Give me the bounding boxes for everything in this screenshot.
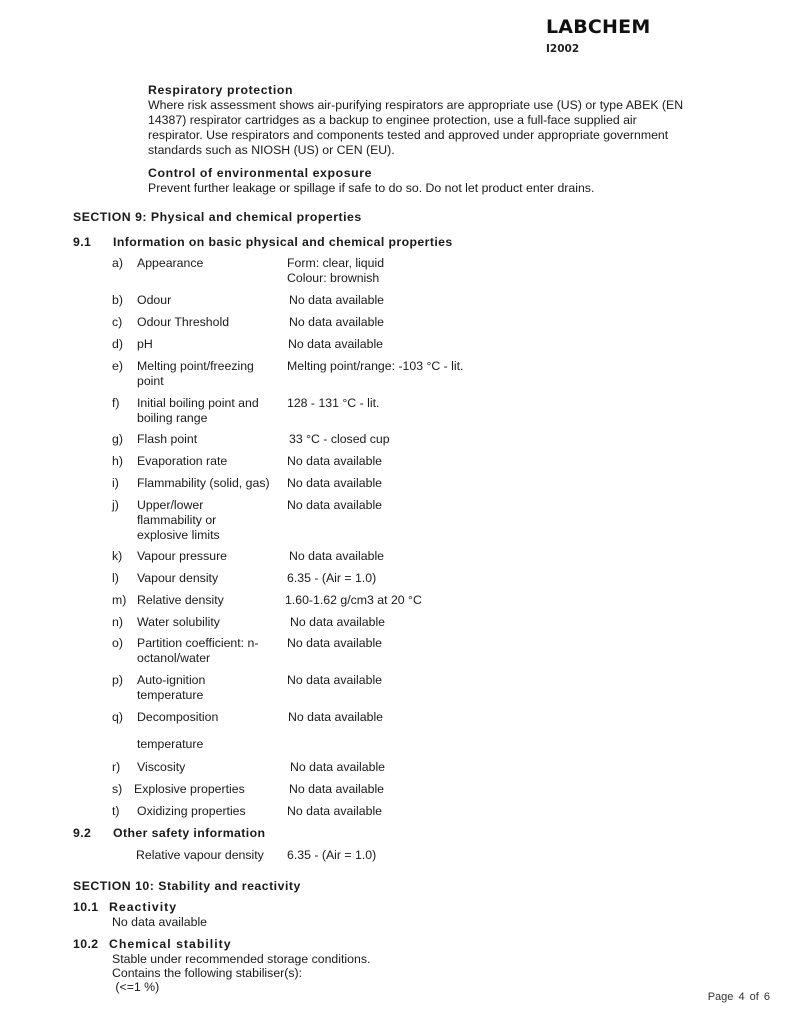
property-letter: t) xyxy=(112,804,120,818)
property-label: Water solubility xyxy=(137,615,220,629)
property-value: No data available xyxy=(289,293,385,307)
property-label: Explosive properties xyxy=(134,782,245,796)
property-value: Melting point/range: -103 °C - lit. xyxy=(287,359,464,373)
property-letter: l) xyxy=(112,571,119,585)
property-label: Partition coefficient: n- xyxy=(137,636,259,650)
reactivity-text: No data available xyxy=(112,915,208,929)
respiratory-line: 14387) respirator cartridges as a backup to enginee protection, use a full-face supplied air xyxy=(148,113,637,127)
section-9-heading: SECTION 9: Physical and chemical properties xyxy=(73,210,362,224)
property-label: Evaporation rate xyxy=(137,454,228,468)
property-value: No data available xyxy=(287,636,383,650)
property-letter: a) xyxy=(112,256,123,270)
subsection-title: Other safety information xyxy=(113,826,266,840)
respiratory-line: respirator. Use respirators and components tested and approved under appropriate government xyxy=(148,128,669,142)
property-value: 128 - 131 °C - lit. xyxy=(287,396,380,410)
property-letter: o) xyxy=(112,636,123,650)
property-value: No data available xyxy=(288,710,384,724)
property-value: No data available xyxy=(289,549,385,563)
property-letter: m) xyxy=(112,593,127,607)
property-letter: r) xyxy=(112,760,121,774)
property-letter: k) xyxy=(112,549,123,563)
property-letter: e) xyxy=(112,359,123,373)
environmental-title: Control of environmental exposure xyxy=(148,166,373,180)
property-value: No data available xyxy=(289,315,385,329)
stability-line: (<=1 %) xyxy=(112,980,160,994)
subsection-number: 9.1 xyxy=(73,235,92,249)
property-label: pH xyxy=(137,337,153,351)
property-label: Odour xyxy=(137,293,172,307)
property-letter: n) xyxy=(112,615,123,629)
property-label: boiling range xyxy=(137,411,208,425)
property-value: No data available xyxy=(287,804,383,818)
property-letter: f) xyxy=(112,396,120,410)
company-brand: LABCHEM xyxy=(546,16,651,38)
property-label: Relative density xyxy=(137,593,224,607)
property-letter: g) xyxy=(112,432,123,446)
respiratory-title: Respiratory protection xyxy=(148,83,294,97)
property-label: Flash point xyxy=(137,432,198,446)
property-label: octanol/water xyxy=(137,651,211,665)
property-label: flammability or xyxy=(137,513,217,527)
property-label: temperature xyxy=(137,688,204,702)
property-label: Viscosity xyxy=(137,760,186,774)
property-value: 1.60-1.62 g/cm3 at 20 °C xyxy=(285,593,422,607)
property-label: Relative vapour density xyxy=(136,848,264,862)
property-value: No data available xyxy=(287,498,383,512)
respiratory-line: standards such as NIOSH (US) or CEN (EU). xyxy=(148,143,395,157)
property-label: Initial boiling point and xyxy=(137,396,259,410)
property-label: point xyxy=(137,374,164,388)
property-label: Melting point/freezing xyxy=(137,359,254,373)
property-label: Upper/lower xyxy=(137,498,204,512)
property-letter: j) xyxy=(112,498,119,512)
property-label: temperature xyxy=(137,737,204,751)
stability-line: Contains the following stabiliser(s): xyxy=(112,966,303,980)
property-letter: p) xyxy=(112,673,123,687)
subsection-number: 10.1 xyxy=(73,900,99,914)
property-value: Colour: brownish xyxy=(287,271,380,285)
property-value: No data available xyxy=(287,454,383,468)
property-label: explosive limits xyxy=(137,528,220,542)
property-value: 6.35 - (Air = 1.0) xyxy=(287,848,377,862)
page-number: Page 4 of 6 xyxy=(707,991,770,1003)
property-letter: s) xyxy=(112,782,123,796)
stability-line: Stable under recommended storage conditions. xyxy=(112,952,371,966)
environmental-text: Prevent further leakage or spillage if safe to do so. Do not let product enter drains. xyxy=(148,181,595,195)
subsection-title: Reactivity xyxy=(109,900,178,914)
property-label: Oxidizing properties xyxy=(137,804,246,818)
property-letter: d) xyxy=(112,337,123,351)
property-letter: q) xyxy=(112,710,123,724)
property-value: 6.35 - (Air = 1.0) xyxy=(287,571,377,585)
section-10-heading: SECTION 10: Stability and reactivity xyxy=(73,879,301,893)
property-letter: b) xyxy=(112,293,123,307)
property-label: Appearance xyxy=(137,256,204,270)
respiratory-line: Where risk assessment shows air-purifying respirators are appropriate use (US) or type ABEK (EN xyxy=(148,98,684,112)
property-value: No data available xyxy=(289,782,385,796)
property-label: Vapour pressure xyxy=(137,549,227,563)
property-value: No data available xyxy=(288,337,384,351)
property-letter: i) xyxy=(112,476,119,490)
property-value: No data available xyxy=(287,476,383,490)
property-letter: c) xyxy=(112,315,123,329)
subsection-title: Chemical stability xyxy=(109,937,232,951)
property-label: Auto-ignition xyxy=(137,673,206,687)
property-value: Form: clear, liquid xyxy=(287,256,385,270)
property-label: Vapour density xyxy=(137,571,219,585)
property-label: Flammability (solid, gas) xyxy=(137,476,270,490)
property-value: No data available xyxy=(290,615,386,629)
subsection-number: 9.2 xyxy=(73,826,92,840)
property-letter: h) xyxy=(112,454,123,468)
property-label: Odour Threshold xyxy=(137,315,230,329)
subsection-number: 10.2 xyxy=(73,937,99,951)
property-value: No data available xyxy=(290,760,386,774)
property-value: 33 °C - closed cup xyxy=(289,432,390,446)
subsection-title: Information on basic physical and chemical properties xyxy=(113,235,453,249)
product-code: I2002 xyxy=(546,43,580,55)
property-label: Decomposition xyxy=(137,710,219,724)
property-value: No data available xyxy=(287,673,383,687)
